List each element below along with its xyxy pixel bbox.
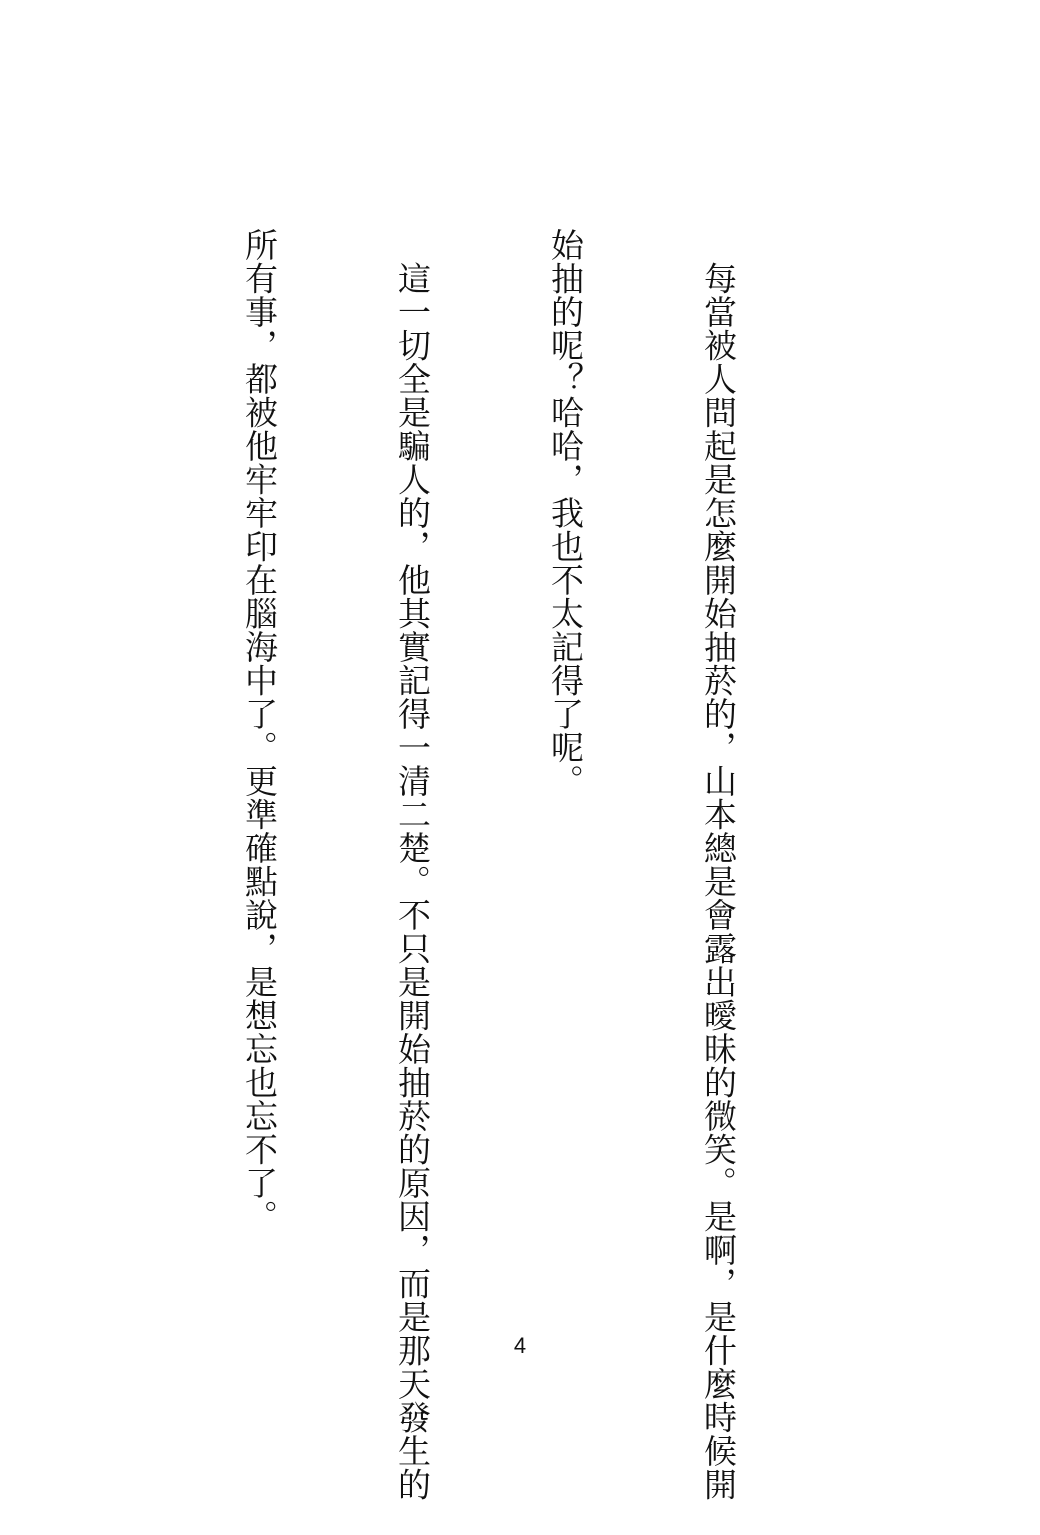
text-line-2: 始抽的呢？哈哈，我也不太記得了呢。 xyxy=(546,228,585,798)
text-line-1: 每當被人問起是怎麼開始抽菸的，山本總是會露出曖昧的微笑。是啊，是什麼時候開 xyxy=(699,228,738,1501)
page-number: 4 xyxy=(513,1333,527,1358)
vertical-text-body xyxy=(0,228,846,1501)
text-line-4: 所有事，都被他牢牢印在腦海中了。更準確點說，是想忘也忘不了。 xyxy=(240,228,279,1233)
text-line-3: 這一切全是騙人的，他其實記得一清二楚。不只是開始抽菸的原因，而是那天發生的 xyxy=(393,228,432,1501)
blank-line xyxy=(81,228,132,1308)
